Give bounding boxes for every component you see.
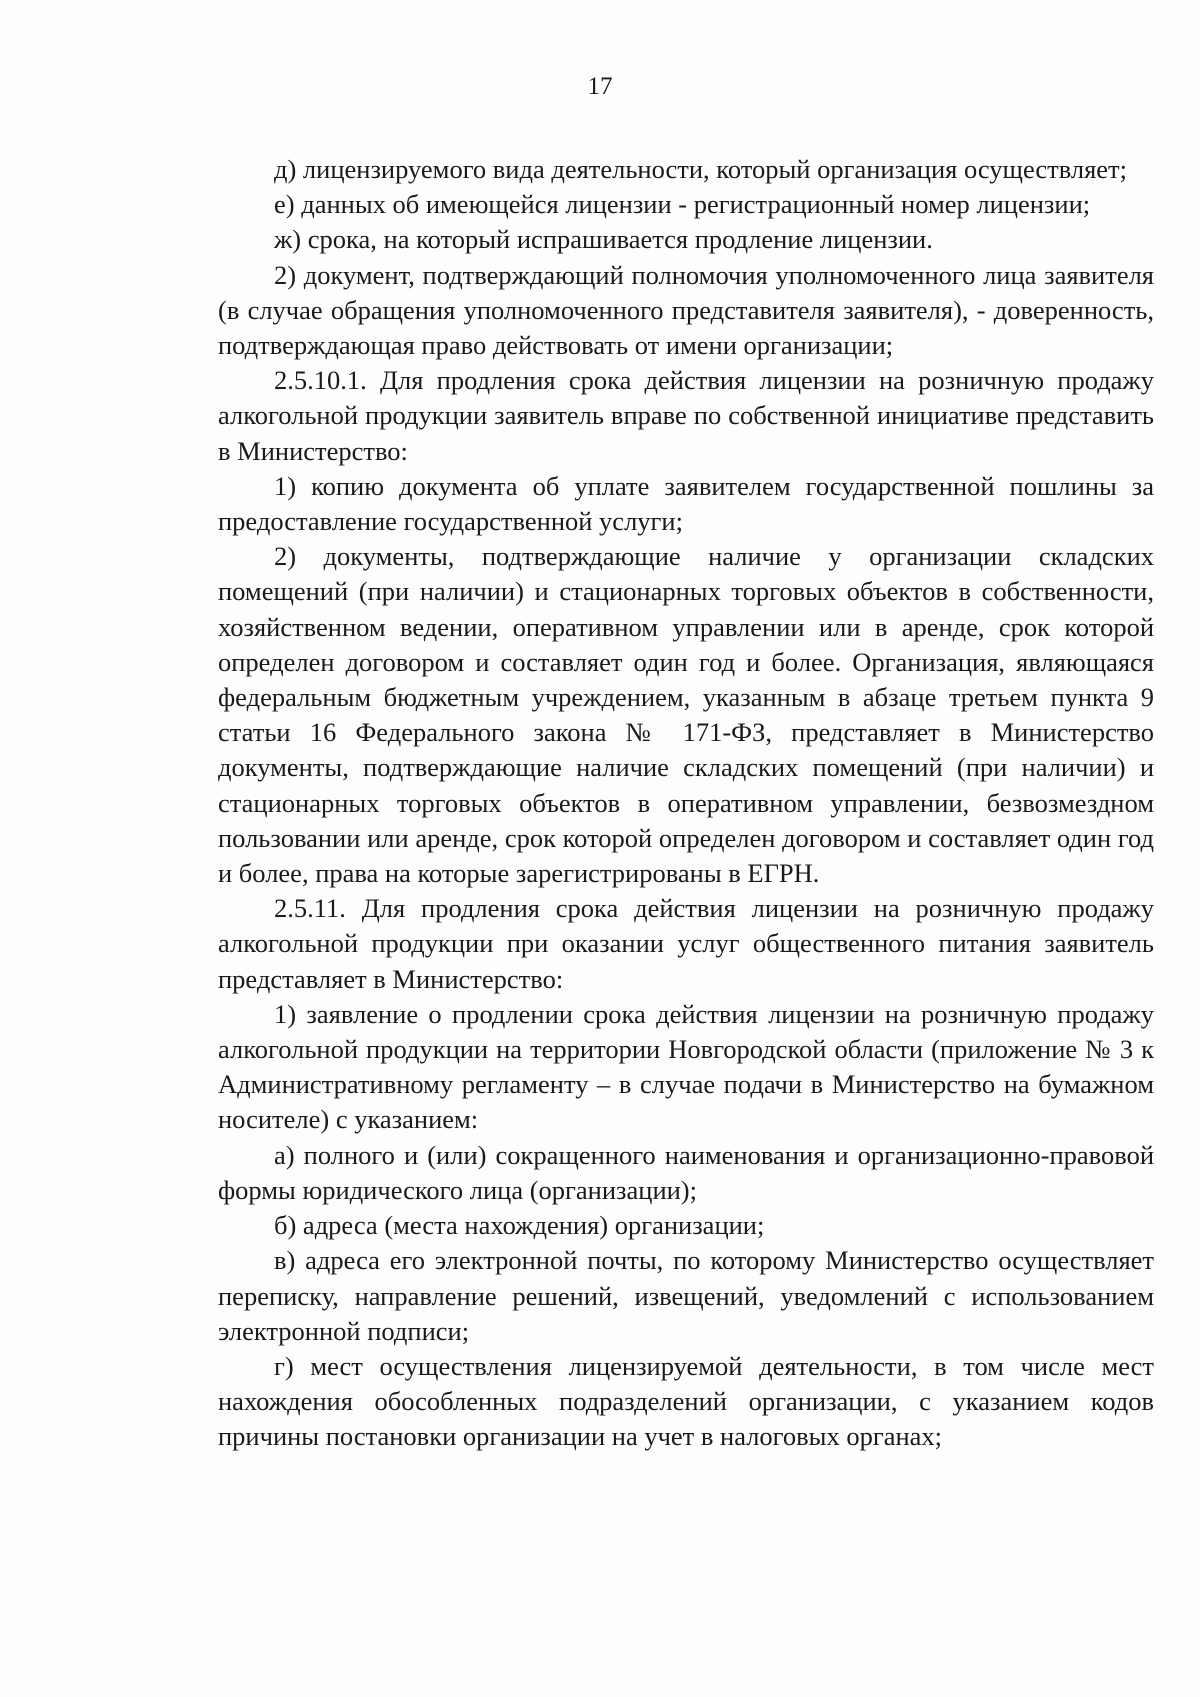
paragraph-section-2-5-10-1: 2.5.10.1. Для продления срока действия лицензии на розничную продажу алкогольной продукции заявитель вправе по собственной инициативе представить в Министерство: [218, 365, 1154, 466]
paragraph-item-v: в) адреса его электронной почты, по которому Министерство осуществляет переписку, направление решений, извещений, уведомлений с использованием электронной подписи; [218, 1245, 1154, 1346]
paragraph-item-2-power-of-attorney: 2) документ, подтверждающий полномочия уполномоченного лица заявителя (в случае обращения уполномоченного представителя заявителя), - доверенность, подтверждающая право действовать от имени организации; [218, 259, 1154, 361]
paragraph-item-d: д) лицензируемого вида деятельности, который организация осуществляет; [274, 154, 1127, 184]
paragraph-item-a: а) полного и (или) сокращенного наименования и организационно-правовой формы юридического лица (организации); [218, 1139, 1154, 1205]
paragraph-item-zh: ж) срока, на который испрашивается продление лицензии. [274, 224, 933, 255]
paragraph-item-e: е) данных об имеющейся лицензии - регистрационный номер лицензии; [274, 189, 1091, 220]
paragraph-item-g: г) мест осуществления лицензируемой деятельности, в том числе мест нахождения обособленных подразделений организации, с указанием кодов причины постановки организации на учет в налоговых органах; [218, 1350, 1154, 1452]
paragraph-item-1-application: 1) заявление о продлении срока действия лицензии на розничную продажу алкогольной продукции на территории Новгородской области (приложение № 3 к Административному регламенту – в случае подачи в Министерство на бумажном носителе) с указанием: [218, 998, 1154, 1135]
document-body [218, 152, 1154, 1455]
paragraph-item-2-premises-documents: 2) документы, подтверждающие наличие у организации складских помещений (при наличии) и стационарных торговых объектов в собственности, хозяйственном ведении, оперативном управлении или в аренде, срок которой определен договором и составляет один год и более. Организация, являющаяся федеральным бюджетным учреждением, указанным в абзаце третьем пункта 9 статьи 16 Федерального закона № 171-ФЗ, представляет в Министерство документы, подтверждающие наличие складских помещений (при наличии) и стационарных торговых объектов в оперативном управлении, безвозмездном пользовании или аренде, срок которой определен договором и составляет один год и более, права на которые зарегистрированы в ЕГРН. [218, 541, 1154, 889]
paragraph-item-b: б) адреса (места нахождения) организации; [274, 1210, 765, 1241]
paragraph-section-2-5-11: 2.5.11. Для продления срока действия лицензии на розничную продажу алкогольной продукции при оказании услуг общественного питания заявитель представляет в Министерство: [218, 893, 1154, 994]
page-number: 17 [587, 73, 613, 100]
paragraph-item-1-fee-receipt: 1) копию документа об уплате заявителем государственной пошлины за предоставление государственной услуги; [218, 470, 1154, 537]
